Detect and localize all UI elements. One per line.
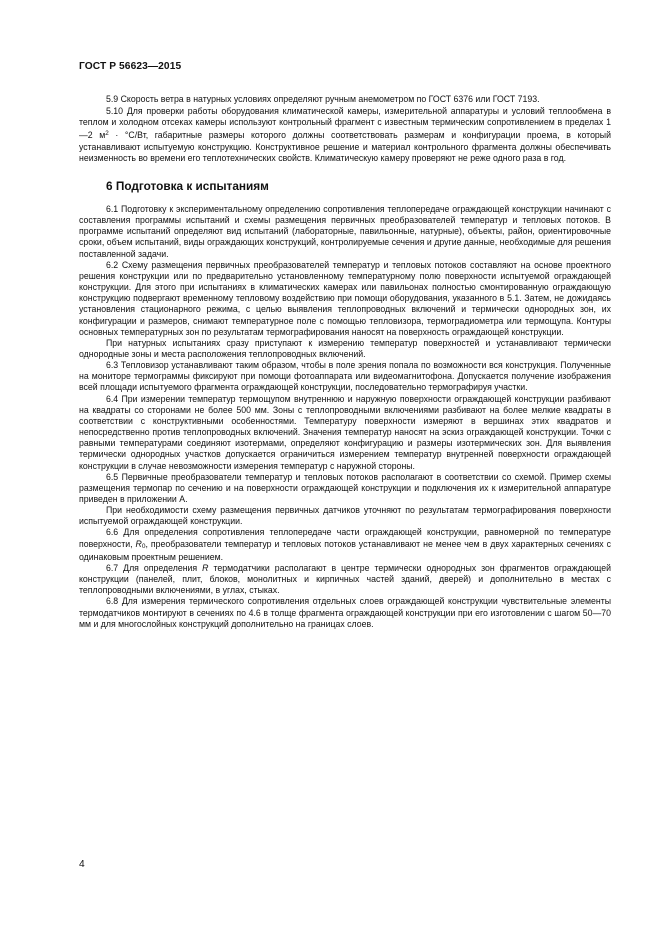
paragraph-6-6-text-a: 6.6 Для определения сопротивления теплопередаче части ограждающей конструкции, равномерной по температуре поверхности, (79, 527, 611, 549)
paragraph-5-10 (79, 106, 611, 164)
paragraph-5-9: 5.9 Скорость ветра в натурных условиях определяют ручным анемометром по ГОСТ 6376 или ГОСТ 7193. (106, 94, 540, 104)
paragraph-6-2: 6.2 Схему размещения первичных преобразователей температур и тепловых потоков составляют на основе проектного решения конструкции или по предварительно установленному температурному полю поверхности испытуемой ограждающей конструкции. Для этого при испытаниях в климатических камерах или павильонах полностью смонтированную ограждающую конструкцию подвергают временному тепловому воздействию при помощи оборудования, указанного в 5.1. Затем, не дожидаясь установления стационарного режима, с целью выявления теплопроводных включений и термически однородных зон, их конфигурации и размеров, снимают температурное поле с помощью тепловизора, термоградиометра или термощупа. Контуры основных температурных зон по результатам термографирования наносят на поверхность ограждающей конструкции. (79, 259, 611, 337)
paragraph-6-8: 6.8 Для измерения термического сопротивления отдельных слоев ограждающей конструкции чувствительные элементы термодатчиков монтируют в сечениях по 4.6 в толще фрагмента ограждающей конструкции при его изготовлении с шагом 50—70 мм и для многослойных конструкций дополнительно на границах слоев. (79, 596, 611, 629)
paragraph-6-1: 6.1 Подготовку к экспериментальному определению сопротивления теплопередаче ограждающей конструкции начинают с составления программы испытаний и схемы размещения первичных преобразователей температур и тепловых потоков. В программе испытаний определяют вид испытаний (лабораторные, павильонные, натурные), объекты, район, ориентировочные сроки, объем испытаний, виды ограждающих конструкций, контролируемые сечения и другие данные, необходимые для решения поставленной задачи. (79, 203, 611, 259)
superscript-exponent: 2 (105, 130, 109, 138)
paragraph-6-6 (79, 527, 611, 562)
variable-r: R (135, 538, 142, 549)
variable-r: R (202, 562, 209, 573)
paragraph-5-10-text-a: 5.10 Для проверки работы оборудования климатической камеры, измерительной аппаратуры и условий теплообмена в теплом и холодном отсеках камеры используют контрольный фрагмент с известным термическим сопротивлением в пределах 1—2 м (79, 106, 611, 141)
section-title: 6 Подготовка к испытаниям (106, 178, 269, 193)
paragraph-6-5-continued: При необходимости схему размещения первичных датчиков уточняют по результатам термографирования поверхности испытуемой ограждающей конструкции. (79, 505, 611, 527)
paragraph-6-3: 6.3 Тепловизор устанавливают таким образом, чтобы в поле зрения попала по возможности вся конструкция. Полученные на мониторе термограммы фиксируют при помощи фотоаппарата или видеомагнитофона. Допускается получение изображения всей площади испытуемого фрагмента ограждающей конструкции, последовательно термографируя участки. (79, 360, 611, 393)
document-header: ГОСТ Р 56623—2015 (79, 61, 182, 72)
paragraph-6-5: 6.5 Первичные преобразователи температур и тепловых потоков располагают в соответствии со схемой. Пример схемы размещения термопар по сечению и на поверхности ограждающей конструкции и подключения их к измерительной аппаратуре приведен в приложении А. (79, 471, 611, 504)
document-body (79, 94, 611, 630)
paragraph-6-7-text-b: термодатчики располагают в центре термически однородных зон фрагментов ограждающей конструкции (панелей, плит, блоков, монолитных и кирпичных частей зданий, дверей) и дополнительно в местах с теплопроводными включениями, в углах, стыках. (79, 562, 612, 596)
paragraph-6-7-text-a: 6.7 Для определения (106, 562, 203, 573)
paragraph-5-10-text-b: · °С/Вт, габаритные размеры которого должны соответствовать размерам и конфигурации проема, в который устанавливают испытуемую конструкцию. Конструктивное решение и материал контрольного фрагмента должны обеспечивать неизменность во времени его теплотехнических свойств. Климатическую камеру проверяют не реже одного раза в год. (79, 130, 611, 163)
paragraph-6-2-continued: При натурных испытаниях сразу приступают к измерению температур поверхностей и устанавливают термически однородные зоны и места расположения теплопроводных включений. (79, 337, 611, 359)
paragraph-6-4: 6.4 При измерении температур термощупом внутреннюю и наружную поверхности ограждающей конструкции разбивают на квадраты со сторонами не более 500 мм. Зоны с теплопроводными включениями разбивают на более мелкие квадраты в соответствии с конструктивными особенностями. Температуру поверхности измеряют в вершинах этих квадратов и непосредственно против теплопроводных включений. Значения температур наносят на эскиз ограждающей конструкции. Точки с равными температурами соединяют изотермами, определяют конфигурацию и размеры изотермических зон. Для выявления термически однородных участков допускается ограничиться измерением температур внутренней поверхности ограждающей конструкции в случае невозможности измерения температур с наружной стороны. (79, 393, 611, 471)
page-number: 4 (79, 859, 85, 870)
paragraph-6-6-text-b: , преобразователи температур и тепловых потоков устанавливают не менее чем в двух характерных сечениях с одинаковым проектным решением. (79, 538, 612, 562)
paragraph-6-7 (79, 563, 611, 596)
subscript-zero: 0 (141, 542, 146, 550)
